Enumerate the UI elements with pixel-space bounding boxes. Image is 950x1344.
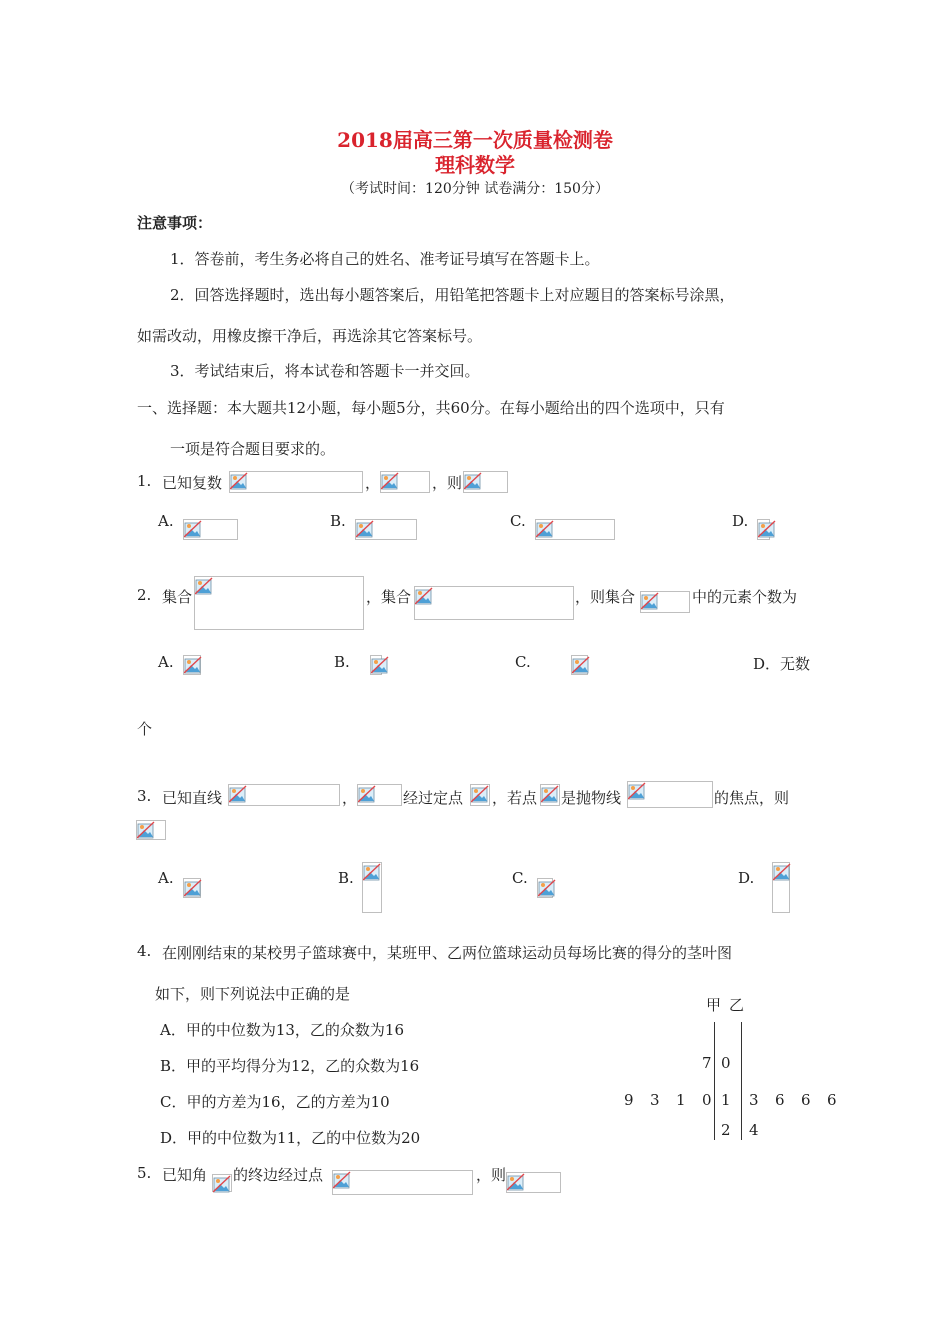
subject-title: 理科数学 [435,153,515,177]
stemleaf-leaf-jia: 1 [676,1091,686,1109]
formula-image [332,1170,473,1195]
formula-image [228,784,340,806]
broken-image-icon [641,592,659,610]
formula-image [537,878,553,898]
broken-image-icon [773,863,791,881]
broken-image-icon [137,821,155,839]
formula-image [627,781,713,808]
broken-image-icon [363,863,381,881]
q2-option-d-cont: 个 [137,720,153,738]
q3-text: 是抛物线 [561,789,622,807]
broken-image-icon [464,472,482,490]
q3-number: 3. [137,787,152,805]
stemleaf-divider-left [714,1022,715,1140]
stemleaf-header-jia: 甲 [706,996,722,1014]
formula-image [229,471,363,493]
broken-image-icon [213,1175,231,1193]
formula-image [183,519,238,540]
stemleaf-leaf-yi: 6 [775,1091,785,1109]
broken-image-icon [628,782,646,800]
q2-option-a: A. [158,653,174,671]
stemleaf-leaf-jia: 9 [624,1091,634,1109]
stemleaf-leaf-jia: 0 [702,1091,712,1109]
q2-option-d: D．无数 [753,655,811,673]
broken-image-icon [415,587,433,605]
broken-image-icon [758,520,776,538]
formula-image [535,519,615,540]
q2-text: 集合 [162,588,193,606]
formula-image [757,519,770,540]
stemleaf-leaf-yi: 3 [749,1091,759,1109]
q4-number: 4. [137,942,152,960]
formula-image [357,784,402,806]
section-heading-cont: 一项是符合题目要求的。 [170,440,336,458]
broken-image-icon [229,785,247,803]
q1-text: ，则 [432,474,463,492]
q4-text-cont: 如下，则下列说法中正确的是 [155,985,351,1003]
q5-text: ，则 [476,1166,507,1184]
formula-image [355,519,417,540]
stemleaf-leaf-yi: 4 [749,1121,759,1139]
exam-info: （考试时间：120分钟 试卷满分：150分） [341,181,609,197]
q1-text: 已知复数 [162,474,223,492]
q1-number: 1. [137,472,152,490]
broken-image-icon [538,879,556,897]
formula-image [362,862,382,913]
q1-option-c: C. [510,512,526,530]
q3-text: 的焦点，则 [714,789,790,807]
q5-text: 的终边经过点 [233,1166,324,1184]
q3-text: 经过定点 [403,789,464,807]
broken-image-icon [184,656,202,674]
q2-option-c: C. [515,653,531,671]
broken-image-icon [356,520,374,538]
q1-text: ， [365,474,381,492]
section-heading: 一、选择题：本大题共12小题，每小题5分，共60分。在每小题给出的四个选项中，只有 [137,399,725,417]
formula-image [380,471,430,493]
broken-image-icon [536,520,554,538]
q2-text: 中的元素个数为 [692,588,798,606]
q5-text: 已知角 [162,1166,208,1184]
q4-option-a: A．甲的中位数为13，乙的众数为16 [160,1021,405,1039]
broken-image-icon [333,1171,351,1189]
q3-option-d: D. [738,869,755,887]
q3-option-c: C. [512,869,528,887]
q4-text: 在刚刚结束的某校男子篮球赛中，某班甲、乙两位篮球运动员每场比赛的得分的茎叶图 [162,944,733,962]
q1-option-d: D. [732,512,749,530]
notice-item-3: 3．考试结束后，将本试卷和答题卡一并交回。 [170,362,480,380]
broken-image-icon [381,472,399,490]
stemleaf-divider-right [741,1022,742,1140]
q4-option-b: B．甲的平均得分为12，乙的众数为16 [160,1057,420,1075]
stemleaf-header-yi: 乙 [729,996,745,1014]
formula-image [506,1172,561,1193]
broken-image-icon [471,785,489,803]
formula-image [414,586,574,620]
formula-image [640,591,690,613]
q1-option-a: A. [158,512,174,530]
q2-option-b: B. [334,653,350,671]
q3-text: ， [342,789,358,807]
formula-image [183,655,201,675]
q3-text: 已知直线 [162,789,223,807]
formula-image [370,655,382,675]
formula-image [212,1174,232,1192]
broken-image-icon [371,656,389,674]
broken-image-icon [358,785,376,803]
q1-option-b: B. [330,512,346,530]
formula-image [183,878,201,898]
stemleaf-leaf-jia: 3 [650,1091,660,1109]
broken-image-icon [195,577,213,595]
formula-image [772,862,790,913]
formula-image [136,820,166,840]
notice-item-2: 2．回答选择题时，选出每小题答案后，用铅笔把答题卡上对应题目的答案标号涂黑， [170,286,735,304]
broken-image-icon [184,520,202,538]
broken-image-icon [507,1173,525,1191]
stemleaf-stem: 2 [721,1121,731,1139]
formula-image [470,784,490,806]
stemleaf-leaf-jia: 7 [702,1054,712,1072]
q3-option-b: B. [338,869,354,887]
q2-text: ，集合 [366,588,412,606]
q4-option-c: C．甲的方差为16，乙的方差为10 [160,1093,390,1111]
page-title: 2018届高三第一次质量检测卷 [337,128,613,152]
broken-image-icon [230,472,248,490]
q5-number: 5. [137,1164,152,1182]
stemleaf-stem: 1 [721,1091,731,1109]
broken-image-icon [184,879,202,897]
notice-item-2-cont: 如需改动，用橡皮擦干净后，再选涂其它答案标号。 [137,327,483,345]
stemleaf-leaf-yi: 6 [827,1091,837,1109]
broken-image-icon [572,656,590,674]
q3-text: ，若点 [492,789,538,807]
notice-item-1: 1．答卷前，考生务必将自己的姓名、准考证号填写在答题卡上。 [170,250,600,268]
formula-image [571,655,588,675]
formula-image [194,576,364,630]
formula-image [463,471,508,493]
q2-text: ，则集合 [575,588,636,606]
formula-image [540,784,560,806]
q4-option-d: D．甲的中位数为11，乙的中位数为20 [160,1129,421,1147]
stemleaf-stem: 0 [721,1054,731,1072]
notice-heading: 注意事项： [137,214,213,232]
stemleaf-leaf-yi: 6 [801,1091,811,1109]
q3-option-a: A. [158,869,174,887]
broken-image-icon [541,785,559,803]
q2-number: 2. [137,586,152,604]
